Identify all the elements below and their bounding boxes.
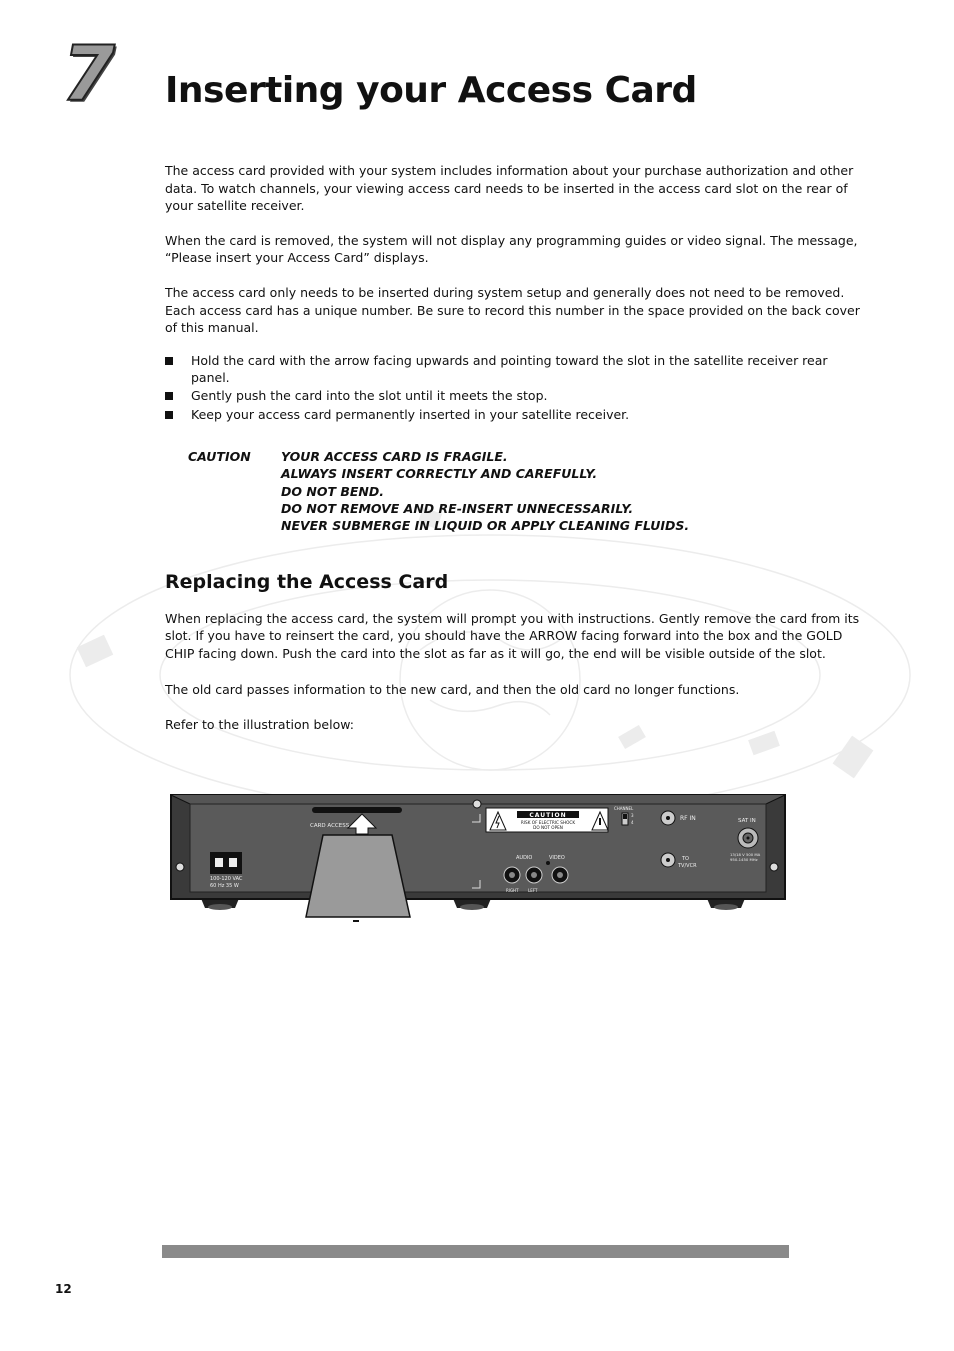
rf-in-label: RF IN [680,815,696,822]
right-channel-label: RIGHT [506,888,519,893]
tv-vcr-label: TV/VCR [678,863,697,869]
caution-sticker-line2: DO NOT OPEN [533,825,563,830]
main-content [165,162,865,751]
audio-label: AUDIO [516,855,533,861]
bullet-square-icon [165,411,173,419]
card-access-label: CARD ACCESS [310,823,350,829]
list-item: Hold the card with the arrow facing upwards and pointing toward the slot in the satellite receiver rear panel. [165,352,865,387]
sat-in-label: SAT IN [738,818,756,824]
list-item: Keep your access card permanently inserted in your satellite receiver. [165,406,865,424]
caution-line: NEVER SUBMERGE IN LIQUID OR APPLY CLEANING FLUIDS. [281,517,690,533]
page-number: 12 [55,1282,72,1296]
section-paragraph-3: Refer to the illustration below: [165,717,354,733]
caution-line: ALWAYS INSERT CORRECTLY AND CAREFULLY. [281,466,598,482]
caution-sticker-title: CAUTION [529,812,567,819]
section-heading: Replacing the Access Card [165,571,449,594]
footer-bar [162,1245,789,1258]
sat-spec-1: 13/18 V 500 MA [730,852,761,857]
intro-paragraph-3: The access card only needs to be inserted during system setup and generally does not need to be removed. Each access card has a unique number. Be sure to record this number in the space provided on the back cover of this manual. [165,284,860,336]
caution-sticker-line1: RISK OF ELECTRIC SHOCK [520,820,576,825]
bullet-square-icon [165,357,173,365]
caution-label: CAUTION [188,449,251,465]
caution-line: DO NOT BEND. [281,483,384,499]
caution-lines [281,448,689,534]
intro-paragraph-2: When the card is removed, the system will not display any programming guides or video signal. The message, “Please insert your Access Card” displays. [165,232,858,266]
power-rating-label: 100-120 VAC [210,876,243,882]
left-channel-label: LEFT [528,888,538,893]
section-paragraph-1: When replacing the access card, the system will prompt you with instructions. Gently remove the card from its slot. If you have to reinsert the card, you should have the ARROW facing forward into the box and the GOLD CHIP facing down. Push the card into the slot as far as it will go, the end will be visible outside of the slot. [165,610,860,661]
page-title: Inserting your Access Card [165,70,697,111]
to-tv-label: TO [682,856,689,862]
instruction-list [165,352,865,423]
channel-3-label: 3 [631,813,634,818]
section-paragraph-2: The old card passes information to the new card, and then the old card no longer functions. [165,681,740,697]
bullet-square-icon [165,392,173,400]
intro-paragraph-1: The access card provided with your system includes information about your purchase authorization and other data. To watch channels, your viewing access card needs to be inserted in the access card slot on the rear of your satellite receiver. [165,163,854,214]
list-item: Gently push the card into the slot until it meets the stop. [165,387,865,405]
receiver-rear-panel-illustration [170,790,786,922]
caution-line: DO NOT REMOVE AND RE-INSERT UNNECESSARILY. [281,500,634,516]
power-rating-label-2: 60 Hz 35 W [210,883,239,889]
caution-line: YOUR ACCESS CARD IS FRAGILE. [281,449,508,465]
sat-spec-2: 950-1450 MHz [730,857,758,862]
channel-label: CHANNEL [614,806,634,811]
chapter-number: 7 [62,29,115,118]
video-label: VIDEO [549,855,565,861]
channel-4-label: 4 [631,820,634,825]
caution-block [188,448,865,534]
access-card-shape [306,835,410,917]
